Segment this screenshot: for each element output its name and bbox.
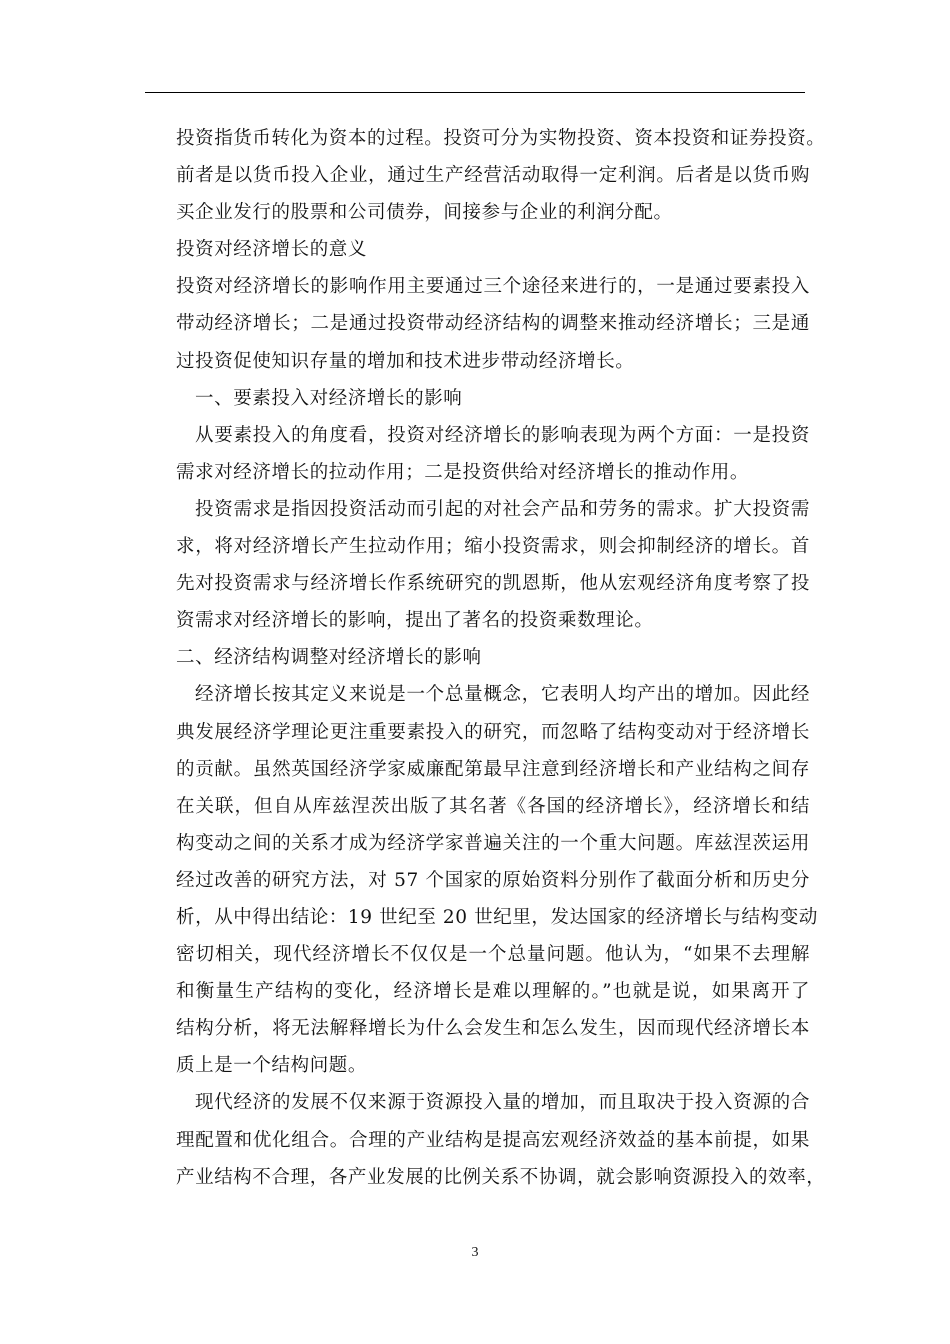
- text-line: 过投资促使知识存量的增加和技术进步带动经济增长。: [176, 350, 635, 372]
- text-line: 带动经济增长；二是通过投资带动经济结构的调整来推动经济增长；三是通: [176, 313, 810, 335]
- text-line: 典发展经济学理论更注重要素投入的研究，而忽略了结构变动对于经济增长: [176, 721, 810, 743]
- text-line: 理配置和优化组合。合理的产业结构是提高宏观经济效益的基本前提，如果: [176, 1129, 810, 1151]
- text-line: 结构分析，将无法解释增长为什么会发生和怎么发生，因而现代经济增长本: [176, 1018, 810, 1040]
- text-line: 前者是以货币投入企业，通过生产经营活动取得一定利润。后者是以货币购: [176, 165, 810, 187]
- text-line: 投资对经济增长的影响作用主要通过三个途径来进行的，一是通过要素投入: [176, 276, 810, 298]
- text-line: 现代经济的发展不仅来源于资源投入量的增加，而且取决于投入资源的合: [195, 1092, 810, 1114]
- text-line: 求，将对经济增长产生拉动作用；缩小投资需求，则会抑制经济的增长。首: [176, 536, 810, 558]
- text-line: 密切相关，现代经济增长不仅仅是一个总量问题。他认为，“如果不去理解: [176, 944, 810, 966]
- header-rule: [145, 92, 805, 93]
- document-body: [176, 120, 826, 1196]
- text-line: 质上是一个结构问题。: [176, 1055, 368, 1077]
- subsection-heading: 二、经济结构调整对经济增长的影响: [176, 647, 482, 669]
- text-line: 需求对经济增长的拉动作用；二是投资供给对经济增长的推动作用。: [176, 461, 750, 483]
- text-line: 经济增长按其定义来说是一个总量概念，它表明人均产出的增加。因此经: [195, 684, 810, 706]
- subsection-heading: 一、要素投入对经济增长的影响: [195, 387, 463, 409]
- text-line: 和衡量生产结构的变化，经济增长是难以理解的。”也就是说，如果离开了: [176, 981, 810, 1003]
- text-line: 从要素投入的角度看，投资对经济增长的影响表现为两个方面：一是投资: [195, 424, 810, 446]
- text-line: 的贡献。虽然英国经济学家威廉配第最早注意到经济增长和产业结构之间存: [176, 758, 810, 780]
- text-line: 构变动之间的关系才成为经济学家普遍关注的一个重大问题。库兹涅茨运用: [176, 832, 810, 854]
- text-line: 投资指货币转化为资本的过程。投资可分为实物投资、资本投资和证券投资。: [176, 128, 826, 149]
- page-number: 3: [471, 1245, 479, 1260]
- text-line: 在关联，但自从库兹涅茨出版了其名著《各国的经济增长》，经济增长和结: [176, 795, 810, 817]
- text-line: 产业结构不合理，各产业发展的比例关系不协调，就会影响资源投入的效率，: [176, 1166, 826, 1188]
- text-line: 投资需求是指因投资活动而引起的对社会产品和劳务的需求。扩大投资需: [195, 498, 810, 520]
- text-line: 买企业发行的股票和公司债券，间接参与企业的利润分配。: [176, 202, 673, 224]
- text-line: 先对投资需求与经济增长作系统研究的凯恩斯，他从宏观经济角度考察了投: [176, 573, 810, 595]
- text-line: 资需求对经济增长的影响，提出了著名的投资乘数理论。: [176, 610, 654, 632]
- section-heading: 投资对经济增长的意义: [176, 239, 368, 261]
- text-line: 析，从中得出结论：19 世纪至 20 世纪里，发达国家的经济增长与结构变动: [176, 906, 818, 928]
- text-line: 经过改善的研究方法，对 57 个国家的原始资料分别作了截面分析和历史分: [176, 869, 810, 891]
